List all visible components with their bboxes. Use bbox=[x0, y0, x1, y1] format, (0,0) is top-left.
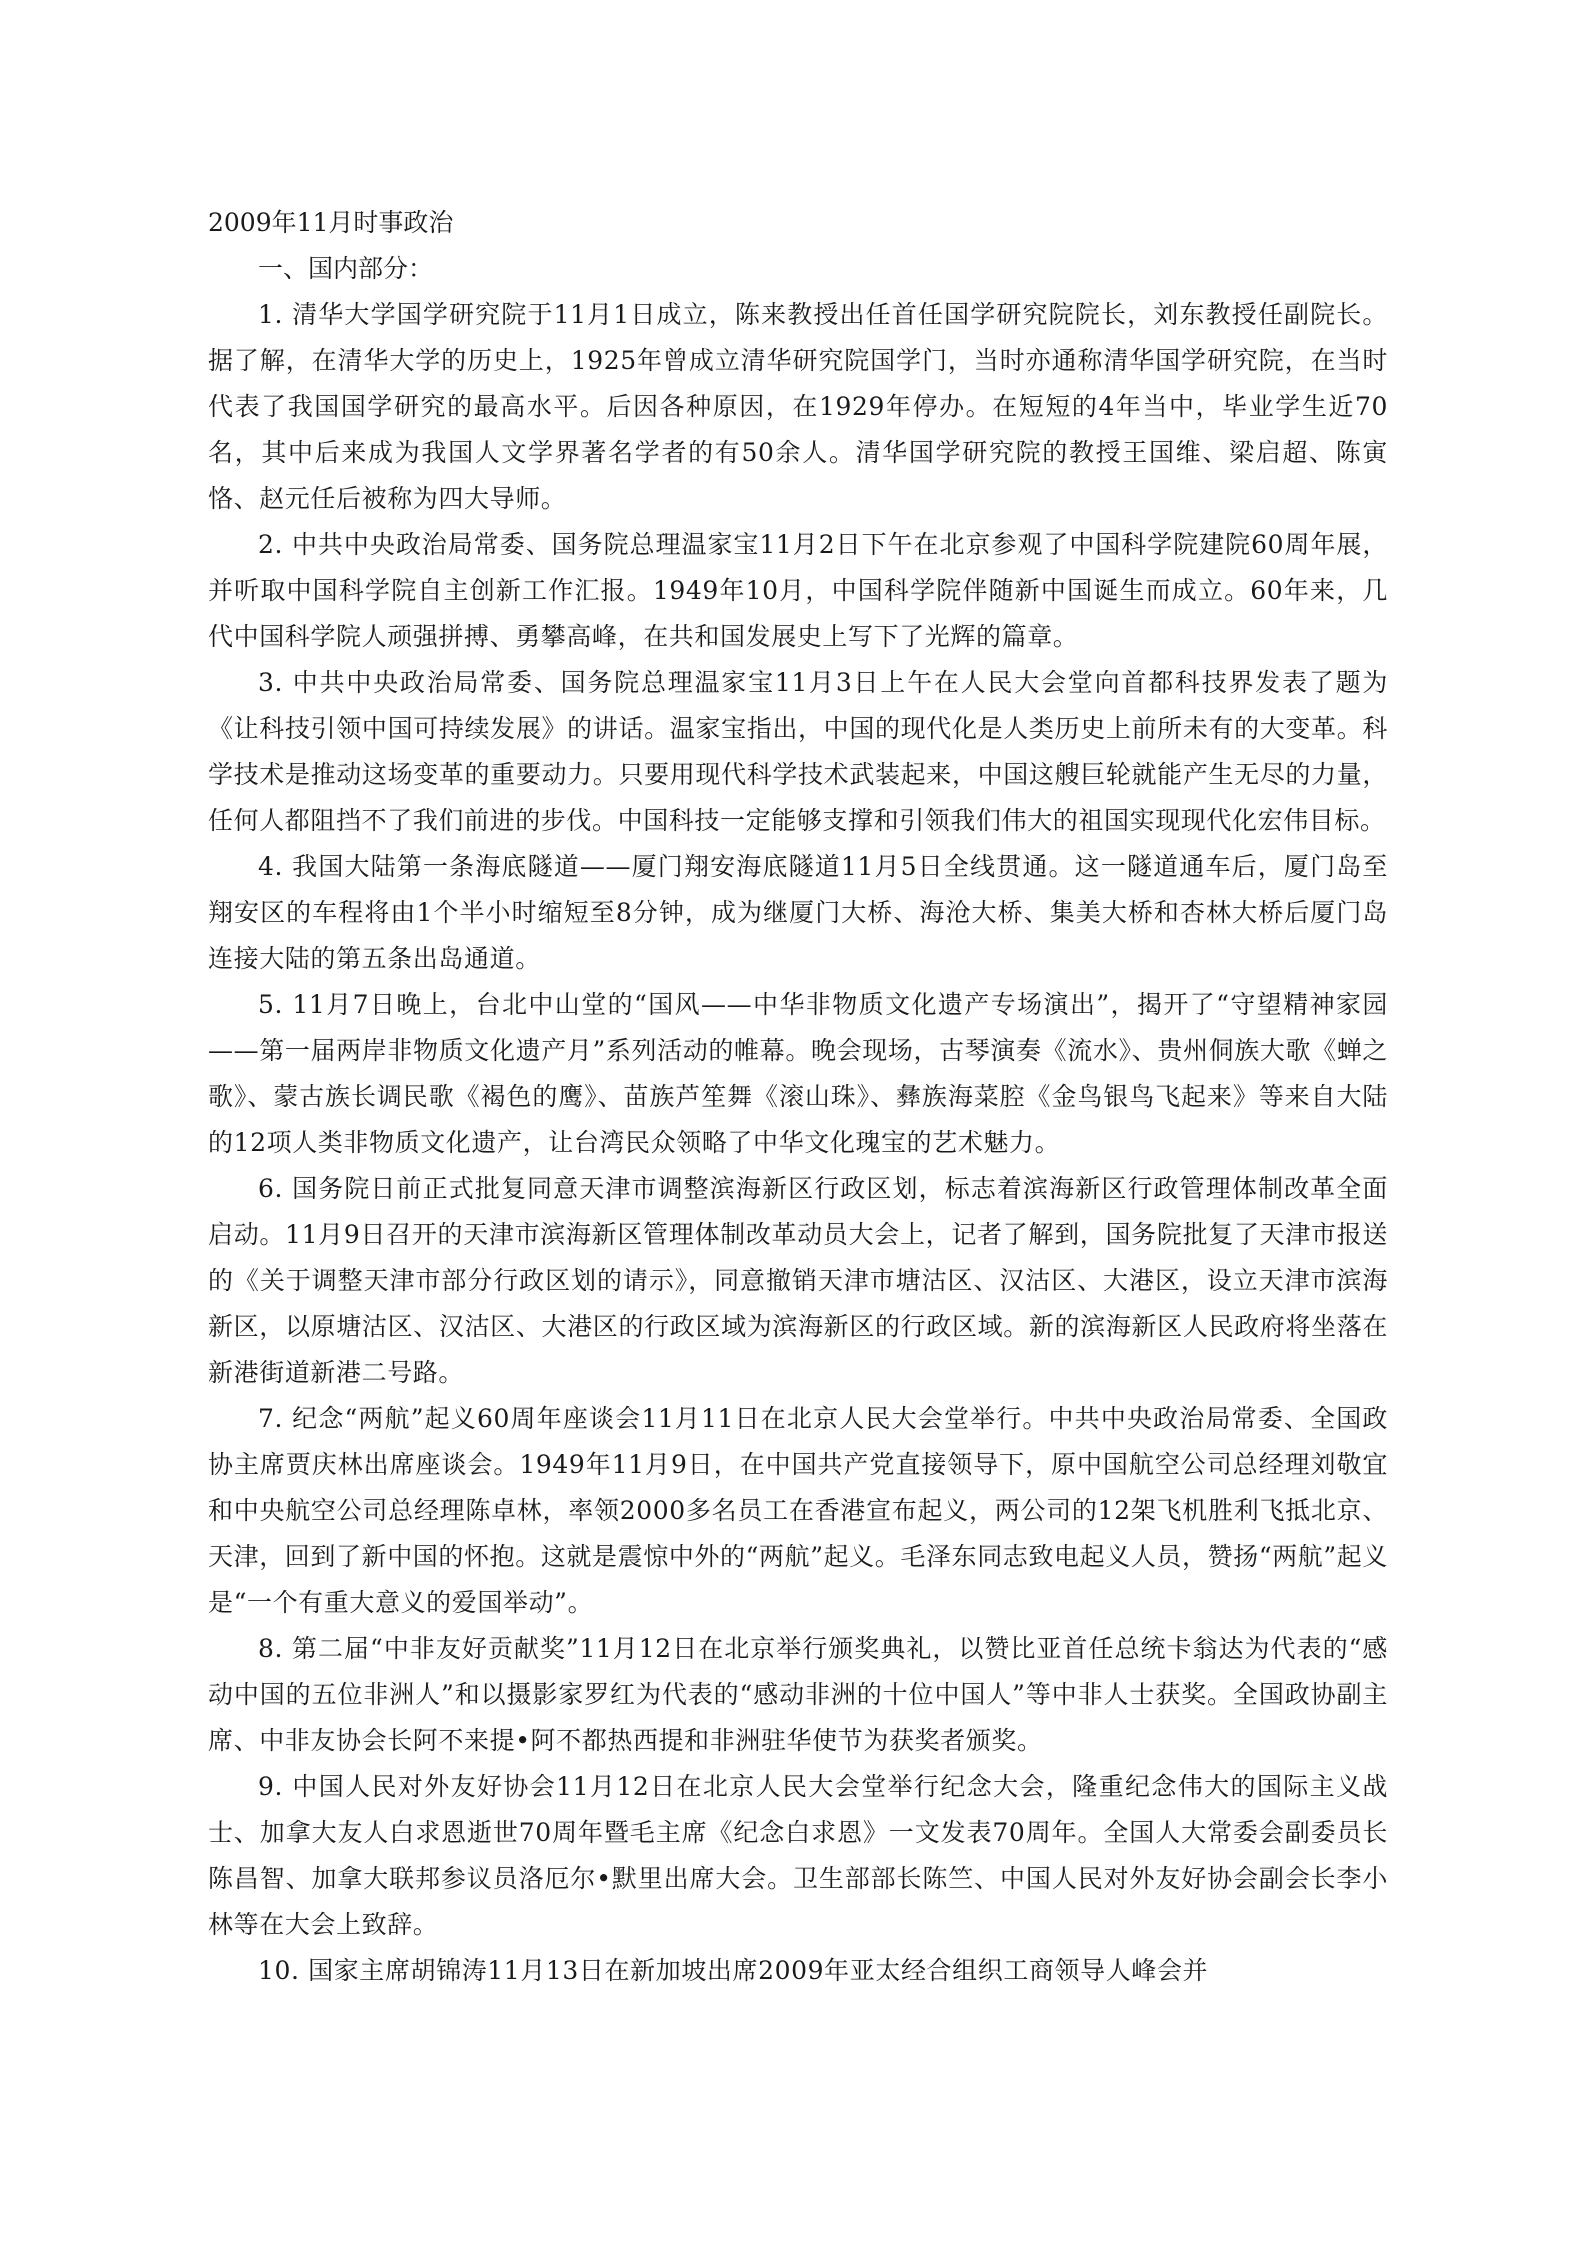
document-title: 2009年11月时事政治 bbox=[208, 208, 454, 237]
paragraph-6: 6. 国务院日前正式批复同意天津市调整滨海新区行政区划，标志着滨海新区行政管理体制改革全面启动。11月9日召开的天津市滨海新区管理体制改革动员大会上，记者了解到，国务院批复了天津市报送的《关于调整天津市部分行政区划的请示》，同意撤销天津市塘沽区、汉沽区、大港区，设立天津市滨海新区，以原塘沽区、汉沽区、大港区的行政区域为滨海新区的行政区域。新的滨海新区人民政府将坐落在新港街道新港二号路。 bbox=[208, 1174, 1388, 1387]
paragraph-3: 3. 中共中央政治局常委、国务院总理温家宝11月3日上午在人民大会堂向首都科技界发表了题为《让科技引领中国可持续发展》的讲话。温家宝指出，中国的现代化是人类历史上前所未有的大变革。科学技术是推动这场变革的重要动力。只要用现代科学技术武装起来，中国这艘巨轮就能产生无尽的力量，任何人都阻挡不了我们前进的步伐。中国科技一定能够支撑和引领我们伟大的祖国实现现代化宏伟目标。 bbox=[208, 668, 1388, 835]
section-heading: 一、国内部分： bbox=[258, 254, 434, 283]
paragraph-5: 5. 11月7日晚上，台北中山堂的“国风——中华非物质文化遗产专场演出”，揭开了“守望精神家园——第一届两岸非物质文化遗产月”系列活动的帷幕。晚会现场，古琴演奏《流水》、贵州侗族大歌《蝉之歌》、蒙古族长调民歌《褐色的鹰》、苗族芦笙舞《滚山珠》、彝族海菜腔《金鸟银鸟飞起来》等来自大陆的12项人类非物质文化遗产，让台湾民众领略了中华文化瑰宝的艺术魅力。 bbox=[208, 990, 1388, 1157]
paragraph-1: 1. 清华大学国学研究院于11月1日成立，陈来教授出任首任国学研究院院长，刘东教授任副院长。据了解，在清华大学的历史上，1925年曾成立清华研究院国学门，当时亦通称清华国学研究院，在当时代表了我国国学研究的最高水平。后因各种原因，在1929年停办。在短短的4年当中，毕业学生近70名，其中后来成为我国人文学界著名学者的有50余人。清华国学研究院的教授王国维、梁启超、陈寅恪、赵元任后被称为四大导师。 bbox=[208, 300, 1388, 513]
paragraph-8: 8. 第二届“中非友好贡献奖”11月12日在北京举行颁奖典礼，以赞比亚首任总统卡翁达为代表的“感动中国的五位非洲人”和以摄影家罗红为代表的“感动非洲的十位中国人”等中非人士获奖。全国政协副主席、中非友协会长阿不来提•阿不都热西提和非洲驻华使节为获奖者颁奖。 bbox=[208, 1634, 1388, 1755]
document-body bbox=[208, 200, 1388, 1994]
paragraph-4: 4. 我国大陆第一条海底隧道——厦门翔安海底隧道11月5日全线贯通。这一隧道通车后，厦门岛至翔安区的车程将由1个半小时缩短至8分钟，成为继厦门大桥、海沧大桥、集美大桥和杏林大桥后厦门岛连接大陆的第五条出岛通道。 bbox=[208, 852, 1388, 973]
paragraph-7: 7. 纪念“两航”起义60周年座谈会11月11日在北京人民大会堂举行。中共中央政治局常委、全国政协主席贾庆林出席座谈会。1949年11月9日，在中国共产党直接领导下，原中国航空公司总经理刘敬宜和中央航空公司总经理陈卓林，率领2000多名员工在香港宣布起义，两公司的12架飞机胜利飞抵北京、天津，回到了新中国的怀抱。这就是震惊中外的“两航”起义。毛泽东同志致电起义人员，赞扬“两航”起义是“一个有重大意义的爱国举动”。 bbox=[208, 1404, 1388, 1617]
paragraph-2: 2. 中共中央政治局常委、国务院总理温家宝11月2日下午在北京参观了中国科学院建院60周年展，并听取中国科学院自主创新工作汇报。1949年10月，中国科学院伴随新中国诞生而成立。60年来，几代中国科学院人顽强拼搏、勇攀高峰，在共和国发展史上写下了光辉的篇章。 bbox=[208, 530, 1388, 651]
paragraph-10: 10. 国家主席胡锦涛11月13日在新加坡出席2009年亚太经合组织工商领导人峰会并 bbox=[258, 1956, 1209, 1985]
paragraph-9: 9. 中国人民对外友好协会11月12日在北京人民大会堂举行纪念大会，隆重纪念伟大的国际主义战士、加拿大友人白求恩逝世70周年暨毛主席《纪念白求恩》一文发表70周年。全国人大常委会副委员长陈昌智、加拿大联邦参议员洛厄尔•默里出席大会。卫生部部长陈竺、中国人民对外友好协会副会长李小林等在大会上致辞。 bbox=[208, 1772, 1388, 1939]
